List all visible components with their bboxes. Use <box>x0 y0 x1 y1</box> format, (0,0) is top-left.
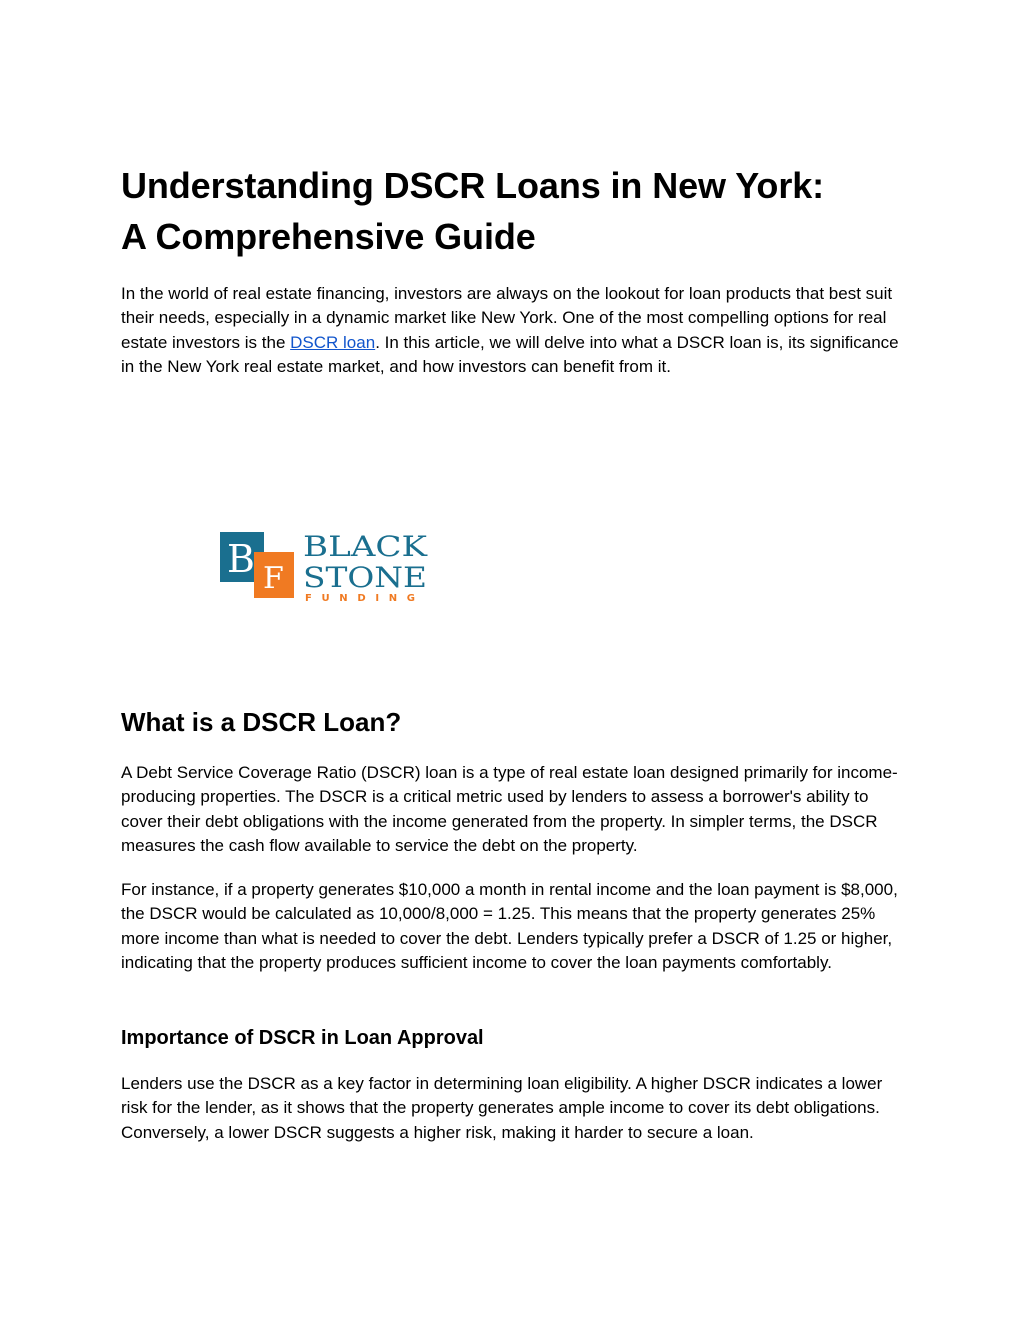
logo-graphic <box>220 526 430 608</box>
title-line-2: A Comprehensive Guide <box>121 216 536 257</box>
intro-text-before-link: In the world of real estate financing, investors are always on the lookout for loan products that best suit their needs, especially in a dynamic market like New York. One of the most compelling options for real estate investors is the <box>121 284 893 352</box>
page-title <box>121 160 911 262</box>
section-heading-what-is-dscr: What is a DSCR Loan? <box>121 707 402 737</box>
dscr-loan-link[interactable]: DSCR loan <box>290 332 376 352</box>
section-what-paragraph-1: A Debt Service Coverage Ratio (DSCR) loan is a type of real estate loan designed primarily for income-producing properties. The DSCR is a critical metric used by lenders to assess a borrower's ability to cover their debt obligations with the income generated from the property. In simpler terms, the DSCR measures the cash flow available to service the debt on the property. <box>121 763 898 856</box>
intro-paragraph <box>121 282 911 380</box>
logo-word-black: BLACK <box>303 530 429 563</box>
section-importance-paragraph: Lenders use the DSCR as a key factor in determining loan eligibility. A higher DSCR indicates a lower risk for the lender, as it shows that the property generates ample income to cover its debt obligations. Conversely, a lower DSCR suggests a higher risk, making it harder to secure a loan. <box>121 1074 883 1142</box>
logo-word-stone: STONE <box>303 561 427 594</box>
intro-text-after-link: . In this article, we will delve into what a DSCR loan is, its significance in the New York real estate market, and how investors can benefit from it. <box>121 332 899 377</box>
logo-letter-b: B <box>227 537 255 581</box>
logo-letter-f: F <box>263 561 284 596</box>
black-stone-funding-logo <box>220 526 430 608</box>
section-heading-importance: Importance of DSCR in Loan Approval <box>121 1027 484 1049</box>
logo-word-funding: FUNDING <box>305 593 415 604</box>
section-what-paragraph-2: For instance, if a property generates $10,000 a month in rental income and the loan payment is $8,000, the DSCR would be calculated as 10,000/8,000 = 1.25. This means that the property generates 25% more income than what is needed to cover the debt. Lenders typically prefer a DSCR of 1.25 or higher, indicating that the property produces sufficient income to cover the loan payments comfortably. <box>121 880 898 973</box>
title-line-1: Understanding DSCR Loans in New York: <box>121 165 825 206</box>
